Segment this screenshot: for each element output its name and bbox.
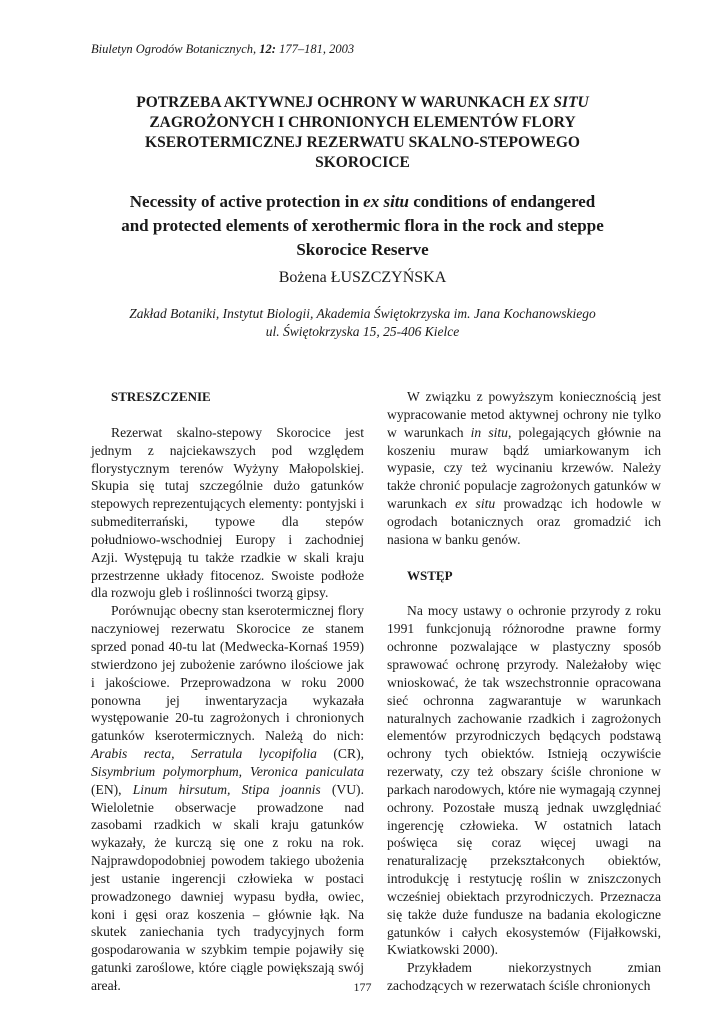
- journal-pages-year: 177–181, 2003: [279, 42, 355, 56]
- title-pl-line1-italic: EX SITU: [528, 94, 589, 111]
- title-en-line2: and protected elements of xerothermic flora in the rock and steppe: [121, 216, 604, 235]
- author-name: Bożena ŁUSZCZYŃSKA: [278, 269, 447, 286]
- wstep-paragraph-2: Przykładem niekorzystnych zmian zachodzących w rezerwatach ściśle chronionych: [387, 960, 661, 994]
- title-en-line1-italic: ex situ: [363, 192, 409, 211]
- journal-header: [91, 42, 354, 57]
- journal-volume: 12:: [259, 42, 276, 56]
- species-vu: Linum hirsutum, Stipa joannis: [132, 781, 321, 797]
- p2-text-c: (EN),: [91, 781, 133, 797]
- p2-text-d: (VU). Wieloletnie obserwacje prowadzone nad zasobami rzadkich w skali kraju gatunków wykazały, że kurczą się one z roku na rok. Najprawdopodobniej powodem takiego ubożenia jest ustanie ingerencji człowieka w postaci prowadzonego dawniej wypasu bydła, owiec, koni i gęsi oraz koszenia – głównie łąk. Na skutek zaniechania tych tradycyjnych form gospodarowania w szybkim tempie pojawiły się gatunki zaroślowe, które ciągle powiększają swój areał.: [91, 781, 364, 993]
- p3-in-situ: in situ: [470, 424, 508, 440]
- title-pl-line4: SKOROCICE: [315, 154, 410, 171]
- title-pl-line1: POTRZEBA AKTYWNEJ OCHRONY W WARUNKACH: [136, 94, 529, 111]
- wstep-heading: WSTĘP: [407, 567, 453, 583]
- p3-text-b: , polegających głównie na koszeniu muraw bądź umiarkowanym ich wypasie, czy też wycinaniu krzewów. Należy także chronić populacje zagrożonych gatunków w warunkach: [387, 424, 661, 512]
- streszczenie-paragraph-3: [387, 388, 661, 549]
- title-english: [80, 190, 645, 262]
- streszczenie-paragraph-2: [91, 602, 364, 995]
- title-pl-line2: ZAGROŻONYCH I CHRONIONYCH ELEMENTÓW FLORY: [149, 114, 576, 131]
- left-column: [91, 388, 364, 995]
- title-pl-line3: KSEROTERMICZNEJ REZERWATU SKALNO-STEPOWEGO: [145, 134, 580, 151]
- page-number: 177: [353, 980, 372, 994]
- affiliation: [80, 305, 645, 341]
- p3-ex-situ: ex situ: [455, 496, 496, 512]
- p2-text-b: (CR),: [316, 746, 364, 762]
- species-cr: Arabis recta, Serratula lycopifolia: [91, 746, 317, 762]
- p3-text-a: W związku z powyższym koniecznością jest wypracowanie metod aktywnej ochrony nie tylko w warunkach: [387, 389, 661, 440]
- title-en-line1-prefix: Necessity of active protection in: [129, 192, 364, 211]
- p3-text-c: prowadząc ich hodowle w ogrodach botanicznych oraz gromadzić ich nasiona w banku genów.: [387, 496, 662, 547]
- affiliation-line1: Zakład Botaniki, Instytut Biologii, Akademia Świętokrzyska im. Jana Kochanowskiego: [129, 306, 596, 321]
- title-en-line1-suffix: conditions of endangered: [408, 192, 596, 211]
- wstep-paragraph-1: Na mocy ustawy o ochronie przyrody z roku 1991 funkcjonują różnorodne prawne formy ochronne pozwalające w plastyczny sposób sprawować ochronę przyrody. Należałoby więc wnioskować, że tak wszechstronnie opracowana sieć ochronna zagwarantuje w warunkach naturalnych zachowanie rzadkich i zagrożonych elementów przyrodniczych będących podstawą ochrony tych obiektów. Istnieją oczywiście rezerwaty, czy też obszary ściśle chronione w parkach narodowych, które nie wymagają czynnej ochrony. Pozostałe muszą jednak uwzględniać ingerencję człowieka. W ostatnich latach poświęca się coraz więcej uwagi na renaturalizację przekształconych obiektów, introdukcję i restytucję roślin w zniszczonych wcześniej obiektach przyrodniczych. Przeznacza się także duże fundusze na badania ekologiczne gatunków i całych ekosystemów (Fijałkowski, Kwiatkowski 2000).: [387, 603, 661, 958]
- streszczenie-paragraph-1: Rezerwat skalno-stepowy Skorocice jest jednym z najciekawszych pod względem florystycznym terenów Wyżyny Małopolskiej. Skupia się tutaj szczególnie dużo gatunków stepowych reprezentujących elementy: pontyjski i submediterrański, typowe dla stepów południowo-wschodniej Europy i zachodniej Azji. Występują tu także rzadkie w skali kraju przestrzenne układy fitocenoz. Swoiste podłoże dla rozwoju gleb i roślinności tworzą gipsy.: [91, 424, 364, 601]
- title-en-line3: Skorocice Reserve: [296, 240, 429, 259]
- species-en: Sisymbrium polymorphum, Veronica paniculata: [91, 763, 364, 779]
- affiliation-line2: ul. Świętokrzyska 15, 25-406 Kielce: [265, 324, 460, 339]
- p2-text-a: Porównując obecny stan kserotermicznej flory naczyniowej rezerwatu Skorocice ze stanem sprzed ponad 40-tu lat (Medwecka-Kornaś 1959) stwierdzono jej zubożenie zarówno ilościowe jak i jakościowe. Przeprowadzona w roku 2000 ponowna jej inwentaryzacja wykazała występowanie 20-tu zagrożonych i chronionych gatunków kserotermicznych. Należą do nich:: [91, 603, 364, 744]
- right-column: [387, 388, 661, 995]
- streszczenie-heading: STRESZCZENIE: [111, 389, 211, 404]
- title-polish: [80, 93, 645, 173]
- journal-name: Biuletyn Ogrodów Botanicznych,: [91, 42, 257, 56]
